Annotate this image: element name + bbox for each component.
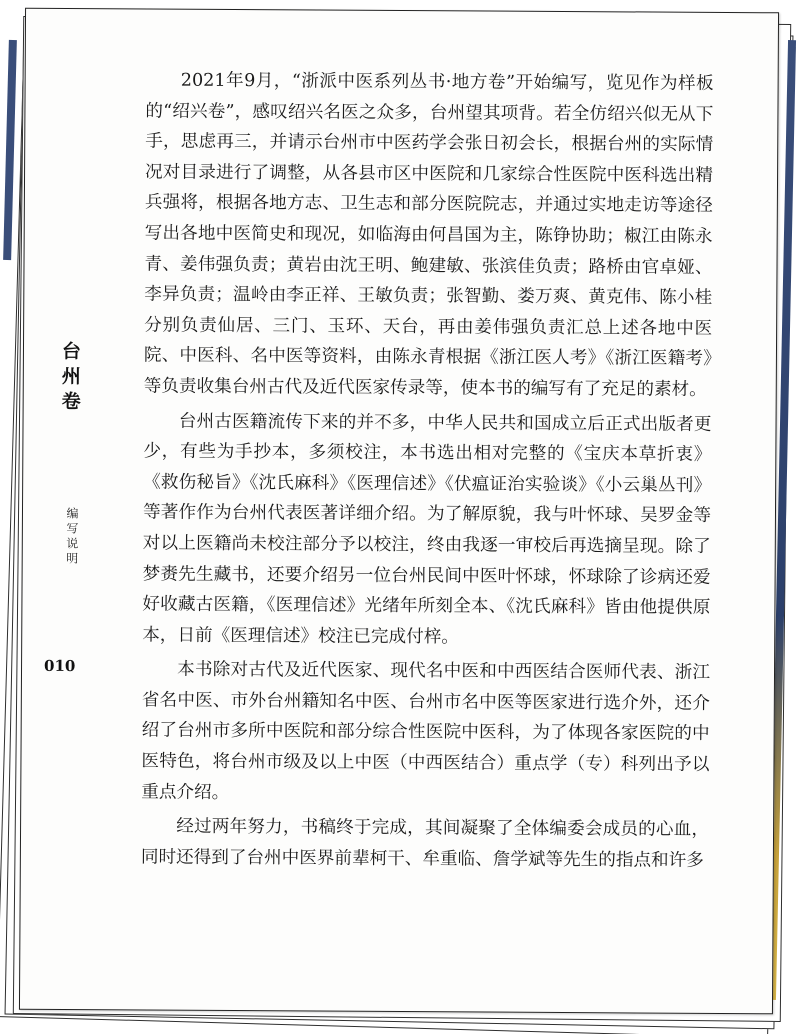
- book-edge-left: [3, 40, 17, 260]
- page-number: 010: [43, 656, 76, 676]
- paragraph: 经过两年努力，书稿终于完成，其间凝聚了全体编委会成员的心血，同时还得到了台州中医界前辈柯干、牟重临、詹学斌等先生的指点和许多: [140, 816, 710, 871]
- paragraph: 台州古医籍流传下来的并不多，中华人民共和国成立后正式出版者更少，有些为手抄本，多须校注，本书选出相对完整的《宝庆本草折衷》《救伤秘旨》《沈氏麻科》《医理信述》《伏瘟证治实验谈》《小云巢丛刊》等著作作为台州代表医著详细介绍。为了解原貌，我与叶怀球、吴罗金等对以上医籍尚未校注部分予以校注，终由我逐一审校后再选摘呈现。除了梦赉先生藏书，还要介绍另一位台州民间中医叶怀球，怀球除了诊病还爱好收藏古医籍，《医理信述》光绪年所刻全本、《沈氏麻科》皆由他提供原本，日前《医理信述》校注已完成付梓。: [142, 411, 712, 648]
- section-label: 编写说明: [64, 506, 80, 568]
- paragraph: 本书除对古代及近代医家、现代名中医和中西医结合医师代表、浙江省名中医、市外台州籍知名中医、台州市名中医等医家进行选介外，还介绍了台州市多所中医院和部分综合性医院中医科，为了体现各家医院的中医特色，将台州市级及以上中医（中西医结合）重点学（专）科列出予以重点介绍。: [141, 659, 711, 803]
- body-text: [141, 65, 714, 880]
- book-page: [19, 8, 779, 1015]
- page-margin: [20, 9, 96, 1009]
- paragraph: 2021年9月，“浙派中医系列丛书·地方卷”开始编写，览见作为样板的“绍兴卷”，感叹绍兴名医之众多，台州望其项背。若全仿绍兴似无从下手，思虑再三，并请示台州市中医药学会张日初会长，根据台州的实际情况对目录进行了调整，从各县市区中医院和几家综合性医院中医科选出精兵强将，根据各地方志、卫生志和部分医院院志，并通过实地走访等途径写出各地中医简史和现况，如临海由何昌国为主，陈铮协助；椒江由陈永青、姜伟强负责；黄岩由沈王明、鲍建敏、张滨佳负责；路桥由官卓娅、李异负责；温岭由李正祥、王敏负责；张智勤、娄万爽、黄克伟、陈小桂分别负责仙居、三门、玉环、天台，再由姜伟强负责汇总上述各地中医院、中医科、名中医等资料，由陈永青根据《浙江医人考》《浙江医籍考》等负责收集台州古代及近代医家传录等，使本书的编写有了充足的素材。: [143, 70, 714, 400]
- volume-label: 台州卷: [58, 340, 82, 417]
